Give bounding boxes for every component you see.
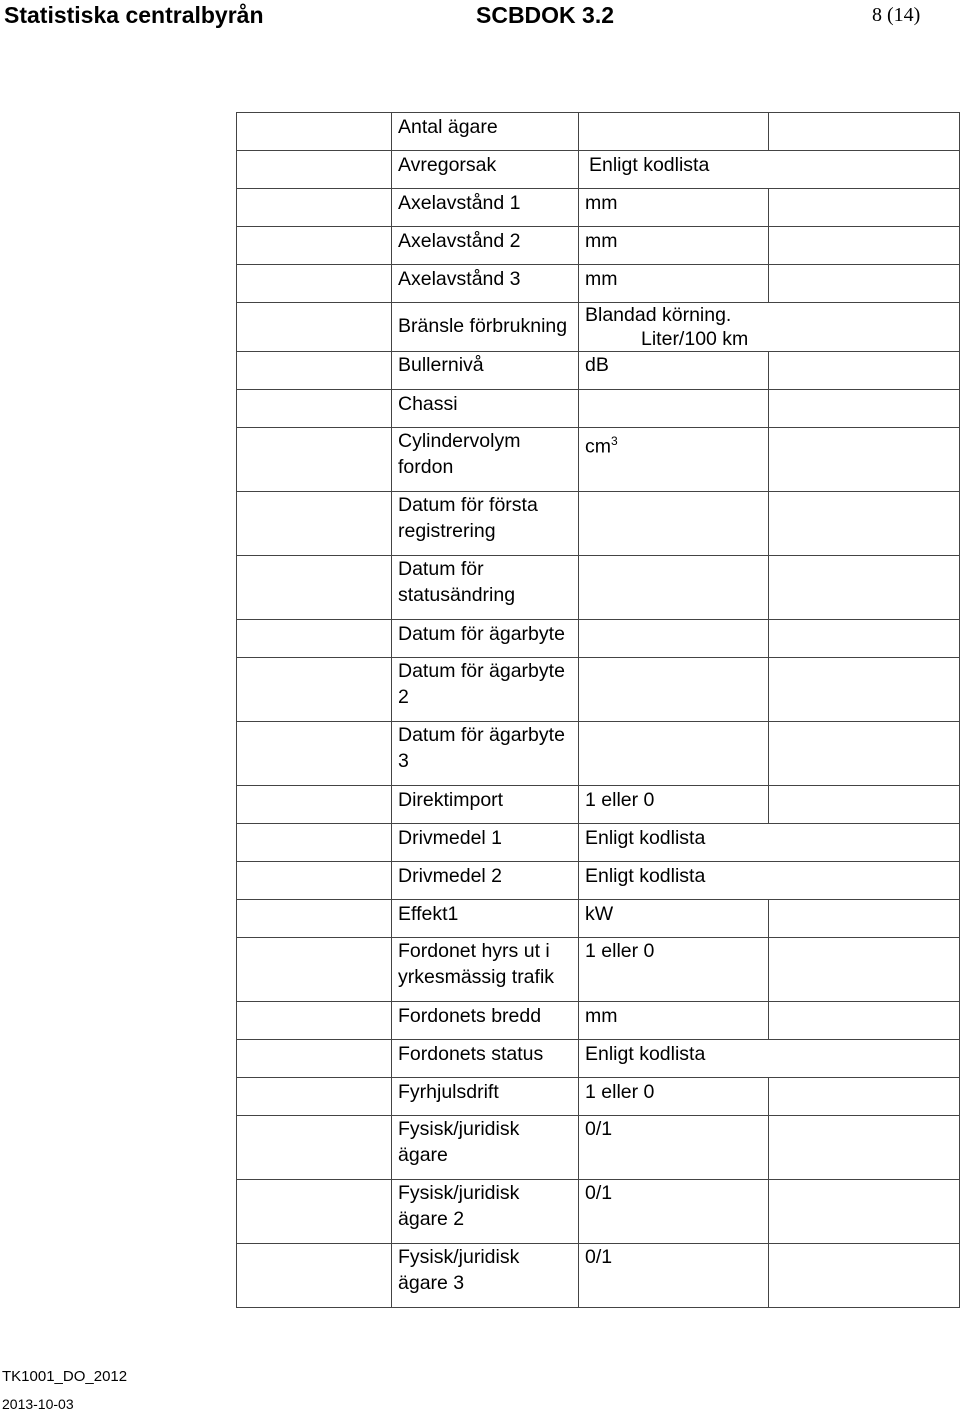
variable-name: Fordonets status <box>392 1040 579 1078</box>
table-row <box>237 113 960 151</box>
variable-name: Axelavstånd 2 <box>392 227 579 265</box>
table-row <box>237 390 960 428</box>
variable-unit <box>579 620 769 658</box>
variable-name: Axelavstånd 3 <box>392 265 579 303</box>
variable-unit: Enligt kodlista <box>579 824 960 862</box>
table-row <box>237 265 960 303</box>
variable-unit: 0/1 <box>579 1116 769 1180</box>
table-row <box>237 824 960 862</box>
variable-name: Datum för ägarbyte 3 <box>392 722 579 786</box>
table-row <box>237 786 960 824</box>
variable-unit <box>579 303 960 352</box>
variable-unit <box>579 113 769 151</box>
table-row <box>237 938 960 1002</box>
organization-name: Statistiska centralbyrån <box>4 2 264 28</box>
table-row <box>237 1116 960 1180</box>
table-row <box>237 1180 960 1244</box>
variable-unit: Enligt kodlista <box>579 862 960 900</box>
unit-line: Liter/100 km <box>641 328 749 350</box>
variable-unit: dB <box>579 352 769 390</box>
variable-unit: Enligt kodlista <box>579 151 960 189</box>
variable-unit: 1 eller 0 <box>579 786 769 824</box>
table-row <box>237 428 960 492</box>
table-row <box>237 1002 960 1040</box>
footer-date: 2013-10-03 <box>2 1396 74 1412</box>
table-row <box>237 151 960 189</box>
variable-name: Avregorsak <box>392 151 579 189</box>
unit-superscript: 3 <box>611 434 618 448</box>
variable-name: Antal ägare <box>392 113 579 151</box>
table-row <box>237 1040 960 1078</box>
table-row <box>237 227 960 265</box>
variable-unit: 0/1 <box>579 1180 769 1244</box>
variable-unit: 0/1 <box>579 1244 769 1308</box>
variable-unit: mm <box>579 265 769 303</box>
variable-unit: mm <box>579 1002 769 1040</box>
variable-name: Bränsle förbrukning <box>392 303 579 352</box>
unit-text: cm <box>585 435 611 458</box>
page-number: 8 (14) <box>872 4 921 26</box>
variable-unit: mm <box>579 189 769 227</box>
table-row <box>237 189 960 227</box>
table-row <box>237 352 960 390</box>
table-row <box>237 492 960 556</box>
variable-name: Fordonets bredd <box>392 1002 579 1040</box>
table-row <box>237 900 960 938</box>
variable-name: Drivmedel 2 <box>392 862 579 900</box>
table-row <box>237 722 960 786</box>
variable-name: Fysisk/juridisk ägare 2 <box>392 1180 579 1244</box>
variable-unit <box>579 722 769 786</box>
variable-name: Datum för statusändring <box>392 556 579 620</box>
table-row <box>237 658 960 722</box>
variable-table <box>236 112 960 1308</box>
footer-document-id: TK1001_DO_2012 <box>2 1368 128 1385</box>
table-row <box>237 556 960 620</box>
page-header <box>0 0 960 32</box>
variable-unit: 1 eller 0 <box>579 1078 769 1116</box>
variable-unit: Enligt kodlista <box>579 1040 960 1078</box>
table-row <box>237 1078 960 1116</box>
variable-name: Axelavstånd 1 <box>392 189 579 227</box>
variable-unit: kW <box>579 900 769 938</box>
variable-unit <box>579 658 769 722</box>
variable-unit <box>579 492 769 556</box>
variable-name: Datum för ägarbyte 2 <box>392 658 579 722</box>
table-row <box>237 862 960 900</box>
variable-name: Datum för första registrering <box>392 492 579 556</box>
unit-line: Blandad körning. <box>585 304 732 326</box>
variable-unit: 1 eller 0 <box>579 938 769 1002</box>
variable-name: Effekt1 <box>392 900 579 938</box>
variable-name: Fordonet hyrs ut i yrkesmässig trafik <box>392 938 579 1002</box>
variable-name: Fyrhjulsdrift <box>392 1078 579 1116</box>
document-id: SCBDOK 3.2 <box>476 2 615 28</box>
variable-name: Drivmedel 1 <box>392 824 579 862</box>
variable-unit <box>579 390 769 428</box>
variable-name: Bullernivå <box>392 352 579 390</box>
variable-unit: mm <box>579 227 769 265</box>
table-row <box>237 303 960 352</box>
variable-name: Direktimport <box>392 786 579 824</box>
variable-name: Chassi <box>392 390 579 428</box>
table-row <box>237 1244 960 1308</box>
variable-name: Fysisk/juridisk ägare 3 <box>392 1244 579 1308</box>
table-row <box>237 620 960 658</box>
variable-name: Cylindervolym fordon <box>392 428 579 492</box>
variable-name: Datum för ägarbyte <box>392 620 579 658</box>
variable-name: Fysisk/juridisk ägare <box>392 1116 579 1180</box>
variable-unit <box>579 428 769 492</box>
variable-unit <box>579 556 769 620</box>
